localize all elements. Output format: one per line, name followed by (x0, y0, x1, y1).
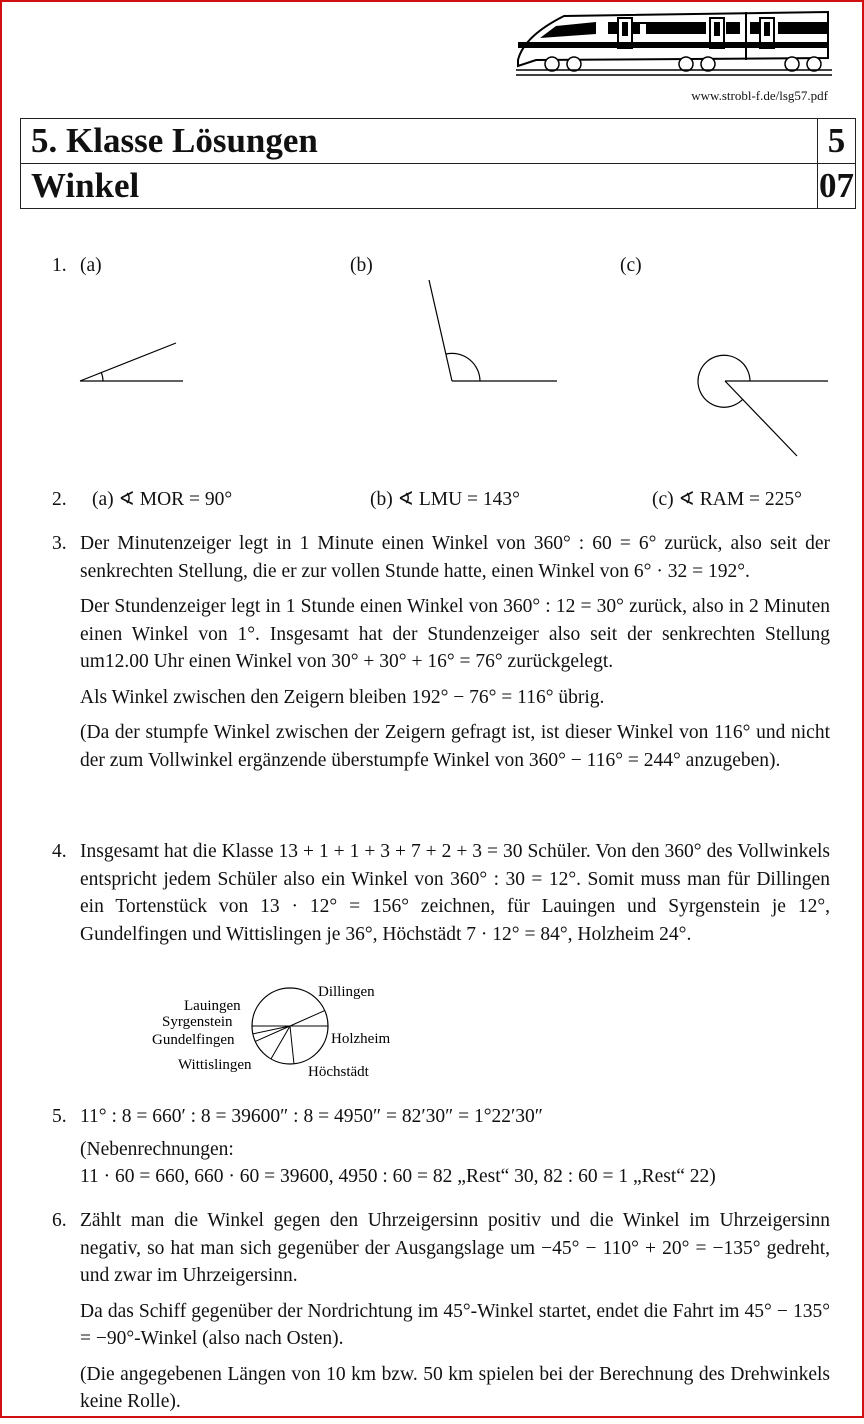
q1-label-c: (c) (620, 255, 642, 276)
page-title: 5. Klasse Lösungen (21, 119, 818, 164)
header-table (20, 118, 856, 209)
q4-text: Insgesamt hat die Klasse 13 + 1 + 1 + 3 + 7 + 2 + 3 = 30 Schüler. Von den 360° des Vollwinkels entspricht jedem Schüler also ein Winkel von 360° : 30 = 12°. Somit muss man für Dillingen ein Tortenstück von 13 · 12° = 156° zeichnen, für Lauingen und Syrgenstein je 12°, Gundelfingen und Wittislingen je 36°, Höchstädt 7 · 12° = 84°, Holzheim 24°. (80, 841, 830, 945)
q1-number: 1. (52, 255, 67, 276)
q5-line-1: 11° : 8 = 660′ : 8 = 39600″ : 8 = 4950″ = 82′30″ = 1°22′30″ (80, 1106, 543, 1127)
q6-paragraph-2: Da das Schiff gegenüber der Nordrichtung im 45°-Winkel startet, endet die Fahrt im 45° − 135° = −90°-Winkel (also nach Osten). (80, 1300, 830, 1349)
q3-number: 3. (52, 533, 67, 554)
q2-answer-c: (c) ∢ RAM = 225° (652, 489, 802, 510)
q1-label-a: (a) (80, 255, 102, 276)
angle-a (80, 343, 183, 381)
grade-number: 5 (818, 119, 856, 164)
angle-b (429, 280, 557, 381)
pie-label-dillingen: Dillingen (318, 984, 375, 1000)
q6-number: 6. (52, 1210, 67, 1231)
q5-line-3: 11 · 60 = 660, 660 · 60 = 39600, 4950 : 60 = 82 „Rest“ 30, 82 : 60 = 1 „Rest“ 22) (80, 1166, 716, 1187)
angle-c (698, 355, 828, 456)
q3-paragraph-2: Der Stundenzeiger legt in 1 Stunde einen Winkel von 360° : 12 = 30° zurück, also in 2 Minuten einen Winkel von 1°. Insgesamt hat der Stundenzeiger also seit der senkrechten Stellung um12.00 Uhr einen Winkel von 30° + 30° + 16° = 76° zurückgelegt. (80, 596, 830, 672)
q3-text (80, 530, 830, 782)
angle-drawings (0, 280, 864, 470)
pie-label-holzheim: Holzheim (331, 1031, 391, 1047)
source-url: www.strobl-f.de/lsg57.pdf (691, 88, 828, 103)
sheet-number: 07 (818, 164, 856, 209)
q1-label-b: (b) (350, 255, 373, 276)
q5-line-2: (Nebenrechnungen: (80, 1139, 234, 1160)
q2-answer-b: (b) ∢ LMU = 143° (370, 489, 520, 510)
pie-chart (140, 978, 420, 1084)
pie-label-wittislingen: Wittislingen (178, 1057, 252, 1073)
pie-label-gundelfingen: Gundelfingen (152, 1032, 235, 1048)
pie-label-syrgenstein: Syrgenstein (162, 1014, 233, 1030)
q6-paragraph-1: Zählt man die Winkel gegen den Uhrzeigersinn positiv und die Winkel im Uhrzeigersinn negativ, so hat man sich gegenüber der Ausgangslage um −45° − 110° + 20° = −135° gedreht, und zwar im Uhrzeigersinn. (80, 1210, 830, 1286)
pie-label-lauingen: Lauingen (184, 998, 241, 1014)
q2-number: 2. (52, 489, 67, 510)
q3-paragraph-3: Als Winkel zwischen den Zeigern bleiben 192° − 76° = 116° übrig. (80, 686, 605, 708)
pie-label-hoechstaedt: Höchstädt (308, 1064, 369, 1080)
q3-paragraph-1: Der Minutenzeiger legt in 1 Minute einen Winkel von 360° : 60 = 6° zurück, also seit der senkrechten Stellung, die er zur vollen Stunde hatte, einen Winkel von 6° · 32 = 192°. (80, 533, 830, 582)
q3-paragraph-4: (Da der stumpfe Winkel zwischen der Zeigern gefragt ist, ist dieser Winkel von 116° und nicht der zum Vollwinkel ergänzende überstumpfe Winkel von 360° − 116° = 244° anzugeben). (80, 722, 830, 771)
q6-paragraph-3: (Die angegebenen Längen von 10 km bzw. 50 km spielen bei der Berechnung des Drehwinkels keine Rolle). (80, 1363, 830, 1412)
q6-text (80, 1207, 830, 1424)
q4-number: 4. (52, 841, 67, 862)
topic-title: Winkel (21, 164, 818, 209)
q2-answer-a: (a) ∢ MOR = 90° (92, 489, 233, 510)
q5-number: 5. (52, 1106, 67, 1127)
train-logo (516, 8, 832, 78)
